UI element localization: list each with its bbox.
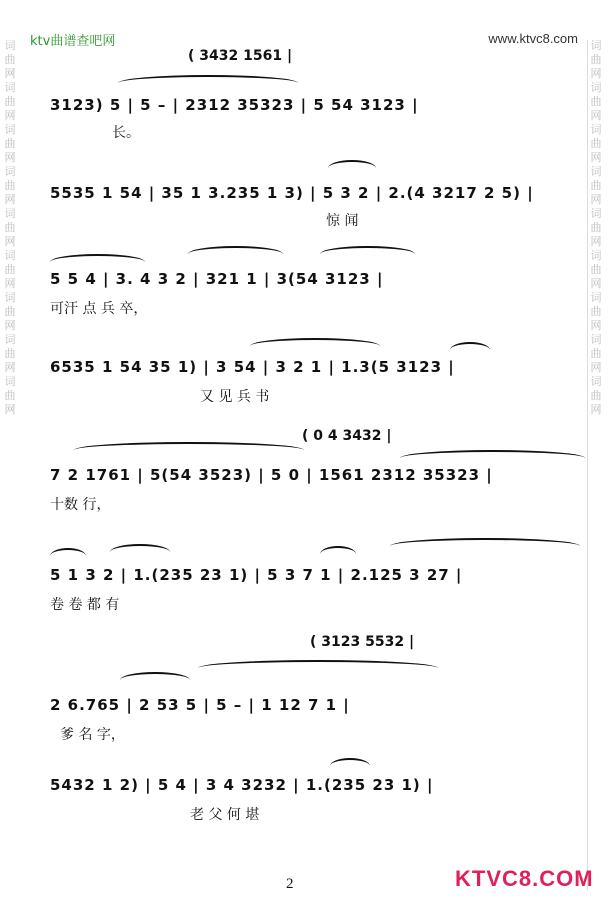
slur [450,342,490,358]
watermark-char: 曲 [4,263,16,276]
watermark-char: 曲 [590,389,602,402]
watermark-char: 网 [590,319,602,332]
slur [74,442,304,458]
side-watermark-left [2,40,18,418]
slur [400,450,585,466]
intro-phrase-3: ( 3123 5532 | [310,634,415,650]
watermark-char: 词 [4,207,16,220]
watermark-char: 网 [590,235,602,248]
slur [320,546,356,562]
watermark-char: 词 [590,81,602,94]
watermark-char: 曲 [590,53,602,66]
watermark-char: 词 [590,333,602,346]
slur [198,660,438,676]
watermark-char: 词 [590,291,602,304]
slur [390,538,580,554]
slur [50,548,86,564]
watermark-char: 曲 [590,179,602,192]
watermark-char: 词 [590,123,602,136]
watermark-char: 曲 [590,263,602,276]
watermark-char: 曲 [4,221,16,234]
watermark-char: 曲 [4,305,16,318]
watermark-char: 曲 [590,305,602,318]
watermark-char: 网 [4,67,16,80]
lyrics: 惊 闻 [326,213,359,229]
slur [320,246,415,262]
watermark-char: 曲 [4,347,16,360]
notation: 6535 1 54 35 1) | 3 54 | 3 2 1 | 1.3(5 3123 | [50,358,455,376]
notation: 5 1 3 2 | 1.(235 23 1) | 5 3 7 1 | 2.125 3 27 | [50,566,463,584]
slur [120,672,190,688]
watermark-char: 词 [4,39,16,52]
watermark-char: 网 [590,277,602,290]
watermark-char: 网 [590,361,602,374]
lyrics: 老 父 何 堪 [190,807,260,823]
notation: 5 5 4 | 3. 4 3 2 | 321 1 | 3(54 3123 | [50,270,384,288]
lyrics: 爹 名 字， [60,727,125,743]
intro-phrase-1: ( 3432 1561 | [188,48,293,64]
notation: 2 6.765 | 2 53 5 | 5 – | 1 12 7 1 | [50,696,350,714]
slur [118,75,298,91]
slur [250,338,380,354]
watermark-char: 曲 [4,53,16,66]
watermark-char: 网 [590,67,602,80]
watermark-char: 网 [590,403,602,416]
lyrics: 卷 卷 都 有 [50,597,120,613]
watermark-char: 词 [4,249,16,262]
watermark-char: 词 [590,165,602,178]
watermark-char: 词 [4,333,16,346]
watermark-char: 网 [4,193,16,206]
watermark-char: 曲 [590,95,602,108]
lyrics: 又 见 兵 书 [200,389,270,405]
watermark-char: 词 [590,249,602,262]
watermark-char: 词 [4,123,16,136]
watermark-char: 曲 [4,95,16,108]
lyrics: 十数 行， [50,497,111,513]
watermark-char: 网 [4,361,16,374]
lyrics: 可汗 点 兵 卒， [50,301,148,317]
notation: 5432 1 2) | 5 4 | 3 4 3232 | 1.(235 23 1) | [50,776,434,794]
lyrics: 长。 [112,125,140,141]
page-number: 2 [286,876,294,892]
watermark-char: 网 [4,319,16,332]
watermark-char: 词 [4,291,16,304]
watermark-char: 网 [4,235,16,248]
watermark-char: 词 [4,81,16,94]
watermark-char: 网 [4,109,16,122]
watermark-char: 曲 [590,347,602,360]
watermark-char: 词 [4,375,16,388]
slur [110,544,170,560]
intro-phrase-2: ( 0 4 3432 | [302,428,392,444]
watermark-char: 曲 [4,389,16,402]
watermark-char: 词 [590,375,602,388]
watermark-char: 网 [590,109,602,122]
watermark-char: 网 [4,151,16,164]
notation: 5535 1 54 | 35 1 3.235 1 3) | 5 3 2 | 2.(4 3217 2 5) | [50,184,534,202]
side-watermark-right [587,40,604,890]
watermark-char: 网 [590,193,602,206]
slur [188,246,283,262]
slur [50,254,145,270]
slur [330,758,370,774]
slur [328,160,376,176]
watermark-char: 曲 [4,137,16,150]
watermark-char: 网 [4,277,16,290]
site-label-left: ktv曲谱查吧网 [30,34,116,49]
watermark-char: 词 [590,39,602,52]
watermark-char: 曲 [4,179,16,192]
site-logo: KTVC8.COM [455,866,594,891]
notation: 3123) 5 | 5 – | 2312 35323 | 5 54 3123 | [50,96,419,114]
site-label-right: www.ktvc8.com [488,31,578,46]
watermark-char: 曲 [590,137,602,150]
watermark-char: 词 [590,207,602,220]
watermark-char: 网 [590,151,602,164]
watermark-char: 网 [4,403,16,416]
watermark-char: 曲 [590,221,602,234]
watermark-char: 词 [4,165,16,178]
notation: 7 2 1761 | 5(54 3523) | 5 0 | 1561 2312 35323 | [50,466,493,484]
